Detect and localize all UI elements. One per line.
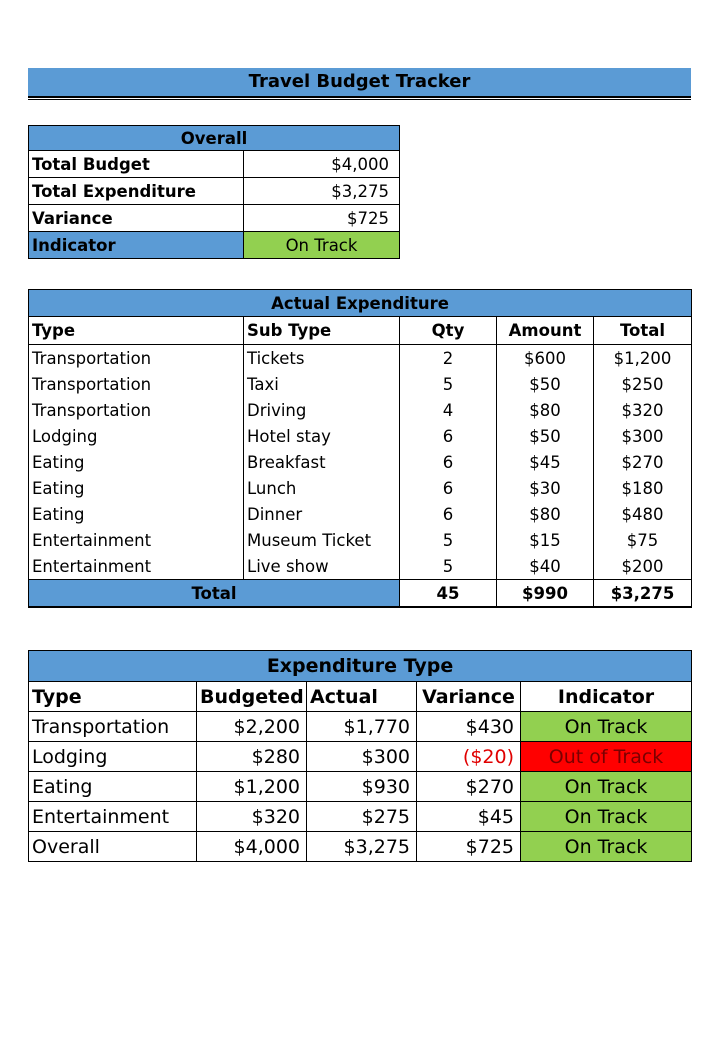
table-row — [29, 802, 692, 832]
column-header: Type — [29, 682, 197, 712]
actual-heading: Actual Expenditure — [29, 290, 692, 317]
type-heading: Expenditure Type — [29, 651, 692, 682]
cell-variance: $430 — [417, 712, 521, 742]
cell-total: $200 — [594, 553, 692, 580]
status-badge: On Track — [244, 232, 400, 259]
status-badge: On Track — [521, 712, 692, 742]
status-badge: Out of Track — [521, 742, 692, 772]
cell-variance: ($20) — [417, 742, 521, 772]
table-row — [29, 397, 692, 423]
cell-subtype: Taxi — [244, 371, 400, 397]
overall-value: $725 — [244, 205, 400, 232]
table-row — [29, 449, 692, 475]
table-row — [29, 345, 692, 372]
cell-total: $180 — [594, 475, 692, 501]
status-badge: On Track — [521, 832, 692, 862]
cell-amount: $50 — [497, 423, 594, 449]
type-header-row — [29, 682, 692, 712]
table-row — [29, 501, 692, 527]
cell-budgeted: $4,000 — [197, 832, 307, 862]
cell-total: $320 — [594, 397, 692, 423]
cell-amount: $45 — [497, 449, 594, 475]
cell-qty: 6 — [400, 501, 497, 527]
table-row — [29, 475, 692, 501]
actual-expenditure-table — [28, 289, 692, 608]
cell-type: Transportation — [29, 397, 244, 423]
cell-subtype: Breakfast — [244, 449, 400, 475]
cell-type: Transportation — [29, 371, 244, 397]
cell-subtype: Tickets — [244, 345, 400, 372]
table-row — [29, 423, 692, 449]
cell-budgeted: $280 — [197, 742, 307, 772]
cell-amount: $30 — [497, 475, 594, 501]
table-row — [29, 527, 692, 553]
overall-value: $3,275 — [244, 178, 400, 205]
cell-total: $480 — [594, 501, 692, 527]
table-row — [29, 742, 692, 772]
cell-amount: $40 — [497, 553, 594, 580]
cell-amount: $80 — [497, 397, 594, 423]
cell-total: $1,200 — [594, 345, 692, 372]
cell-budgeted: $320 — [197, 802, 307, 832]
cell-amount: $15 — [497, 527, 594, 553]
cell-budgeted: $2,200 — [197, 712, 307, 742]
table-row — [29, 553, 692, 580]
cell-type: Lodging — [29, 742, 197, 772]
column-header: Type — [29, 317, 244, 345]
column-header: Variance — [417, 682, 521, 712]
column-header: Qty — [400, 317, 497, 345]
column-header: Sub Type — [244, 317, 400, 345]
total-qty: 45 — [400, 580, 497, 608]
cell-type: Eating — [29, 475, 244, 501]
cell-type: Entertainment — [29, 527, 244, 553]
cell-total: $300 — [594, 423, 692, 449]
cell-actual: $275 — [307, 802, 417, 832]
cell-type: Eating — [29, 449, 244, 475]
table-row — [29, 772, 692, 802]
cell-variance: $45 — [417, 802, 521, 832]
overall-label: Total Budget — [29, 151, 244, 178]
cell-actual: $1,770 — [307, 712, 417, 742]
overall-value: $4,000 — [244, 151, 400, 178]
overall-row-total-expenditure — [29, 178, 400, 205]
column-header: Total — [594, 317, 692, 345]
column-header: Indicator — [521, 682, 692, 712]
cell-type: Transportation — [29, 712, 197, 742]
cell-amount: $600 — [497, 345, 594, 372]
cell-type: Eating — [29, 772, 197, 802]
cell-budgeted: $1,200 — [197, 772, 307, 802]
cell-amount: $80 — [497, 501, 594, 527]
cell-total: $250 — [594, 371, 692, 397]
cell-subtype: Hotel stay — [244, 423, 400, 449]
table-row — [29, 712, 692, 742]
cell-type: Transportation — [29, 345, 244, 372]
cell-qty: 5 — [400, 527, 497, 553]
cell-type: Eating — [29, 501, 244, 527]
cell-qty: 5 — [400, 371, 497, 397]
overall-heading: Overall — [29, 126, 400, 151]
page-title: Travel Budget Tracker — [28, 68, 691, 98]
cell-total: $75 — [594, 527, 692, 553]
title-divider — [28, 99, 691, 100]
cell-qty: 6 — [400, 475, 497, 501]
cell-type: Lodging — [29, 423, 244, 449]
total-label: Total — [29, 580, 400, 608]
cell-subtype: Dinner — [244, 501, 400, 527]
actual-header-row — [29, 317, 692, 345]
cell-amount: $50 — [497, 371, 594, 397]
overall-row-indicator — [29, 232, 400, 259]
cell-qty: 2 — [400, 345, 497, 372]
status-badge: On Track — [521, 802, 692, 832]
table-row — [29, 832, 692, 862]
total-amount: $990 — [497, 580, 594, 608]
cell-type: Entertainment — [29, 553, 244, 580]
cell-actual: $930 — [307, 772, 417, 802]
overall-label: Variance — [29, 205, 244, 232]
cell-type: Entertainment — [29, 802, 197, 832]
column-header: Budgeted — [197, 682, 307, 712]
overall-row-variance — [29, 205, 400, 232]
cell-type: Overall — [29, 832, 197, 862]
cell-subtype: Museum Ticket — [244, 527, 400, 553]
cell-qty: 6 — [400, 423, 497, 449]
cell-actual: $3,275 — [307, 832, 417, 862]
cell-variance: $270 — [417, 772, 521, 802]
expenditure-type-table — [28, 650, 692, 862]
overall-label: Total Expenditure — [29, 178, 244, 205]
cell-variance: $725 — [417, 832, 521, 862]
overall-table — [28, 125, 400, 259]
cell-qty: 5 — [400, 553, 497, 580]
cell-subtype: Live show — [244, 553, 400, 580]
cell-total: $270 — [594, 449, 692, 475]
column-header: Amount — [497, 317, 594, 345]
cell-qty: 6 — [400, 449, 497, 475]
overall-row-total-budget — [29, 151, 400, 178]
cell-actual: $300 — [307, 742, 417, 772]
cell-subtype: Driving — [244, 397, 400, 423]
status-badge: On Track — [521, 772, 692, 802]
column-header: Actual — [307, 682, 417, 712]
table-row — [29, 371, 692, 397]
cell-qty: 4 — [400, 397, 497, 423]
actual-total-row — [29, 580, 692, 608]
overall-label: Indicator — [29, 232, 244, 259]
cell-subtype: Lunch — [244, 475, 400, 501]
total-total: $3,275 — [594, 580, 692, 608]
